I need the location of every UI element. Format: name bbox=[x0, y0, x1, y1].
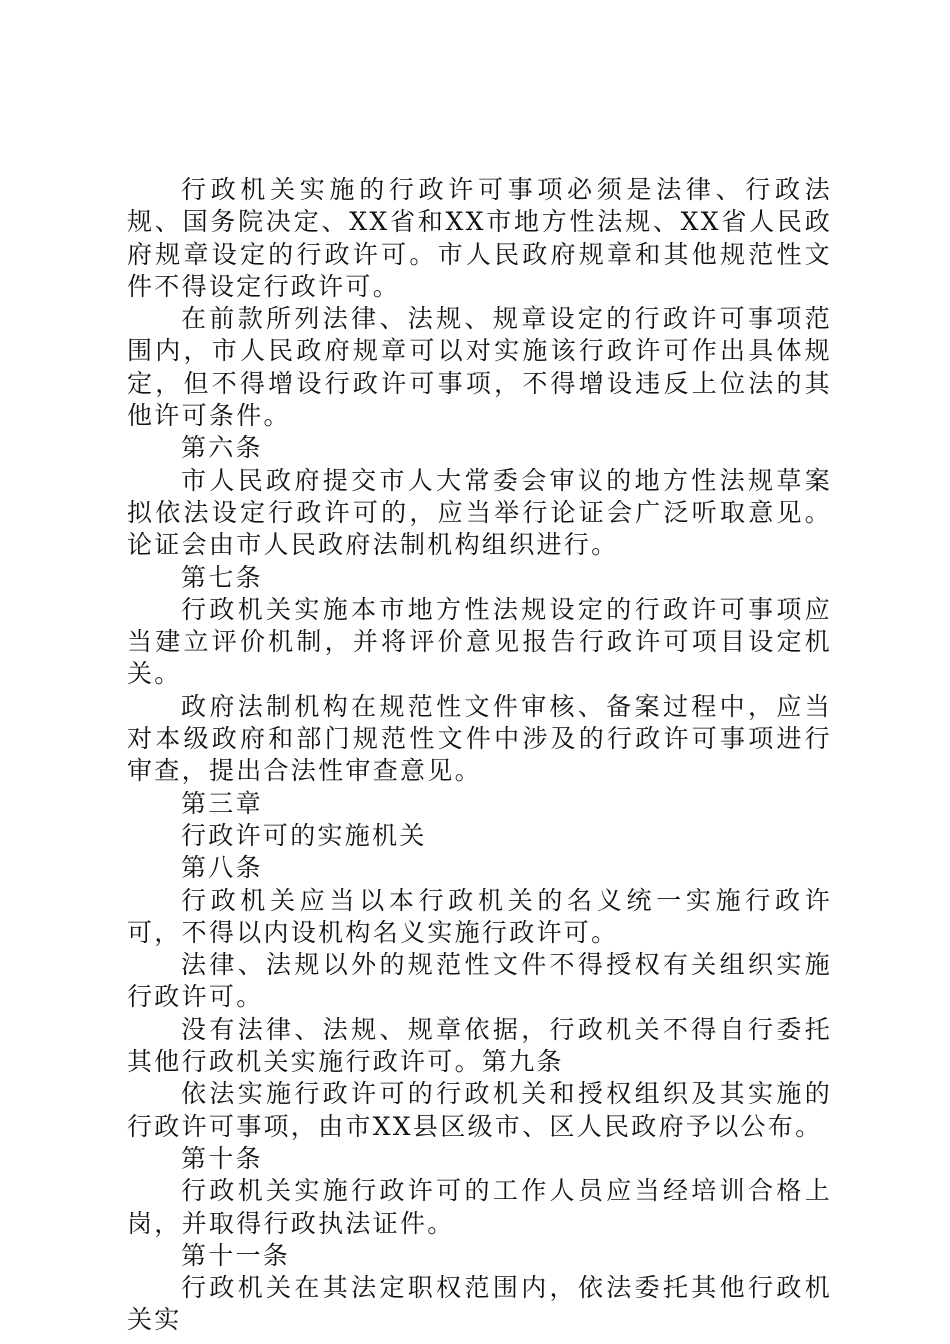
paragraph-3: 市人民政府提交市人大常委会审议的地方性法规草案拟依法设定行政许可的，应当举行论证会广泛听取意见。论证会由市人民政府法制机构组织进行。 bbox=[127, 465, 832, 560]
article-heading-7: 第七条 bbox=[181, 562, 263, 592]
paragraph-10: 行政机关实施行政许可的工作人员应当经培训合格上岗，并取得行政执法证件。 bbox=[127, 1176, 832, 1238]
paragraph-7: 法律、法规以外的规范性文件不得授权有关组织实施行政许可。 bbox=[127, 950, 832, 1012]
paragraph-4: 行政机关实施本市地方性法规设定的行政许可事项应当建立评价机制，并将评价意见报告行政许可项目设定机关。 bbox=[127, 594, 832, 689]
article-heading-10: 第十条 bbox=[181, 1143, 263, 1173]
paragraph-1: 行政机关实施的行政许可事项必须是法律、行政法规、国务院决定、XX省和XX市地方性法规、XX省人民政府规章设定的行政许可。市人民政府规章和其他规范性文件不得设定行政许可。 bbox=[127, 175, 832, 301]
chapter-title: 行政许可的实施机关 bbox=[181, 820, 427, 850]
document-body bbox=[127, 174, 832, 1337]
paragraph-11: 行政机关在其法定职权范围内，依法委托其他行政机关实 bbox=[127, 1273, 832, 1335]
article-heading-11: 第十一条 bbox=[181, 1240, 291, 1270]
paragraph-6: 行政机关应当以本行政机关的名义统一实施行政许可，不得以内设机构名义实施行政许可。 bbox=[127, 885, 832, 947]
article-heading-8: 第八条 bbox=[181, 853, 263, 883]
paragraph-5: 政府法制机构在规范性文件审核、备案过程中，应当对本级政府和部门规范性文件中涉及的行政许可事项进行审查，提出合法性审查意见。 bbox=[127, 691, 832, 786]
paragraph-9: 依法实施行政许可的行政机关和授权组织及其实施的行政许可事项，由市XX县区级市、区人民政府予以公布。 bbox=[127, 1079, 832, 1141]
paragraph-8: 没有法律、法规、规章依据，行政机关不得自行委托其他行政机关实施行政许可。第九条 bbox=[127, 1014, 832, 1077]
article-heading-6: 第六条 bbox=[181, 433, 263, 463]
chapter-heading-3: 第三章 bbox=[181, 788, 263, 818]
paragraph-2: 在前款所列法律、法规、规章设定的行政许可事项范围内，市人民政府规章可以对实施该行政许可作出具体规定，但不得增设行政许可事项，不得增设违反上位法的其他许可条件。 bbox=[127, 304, 832, 431]
